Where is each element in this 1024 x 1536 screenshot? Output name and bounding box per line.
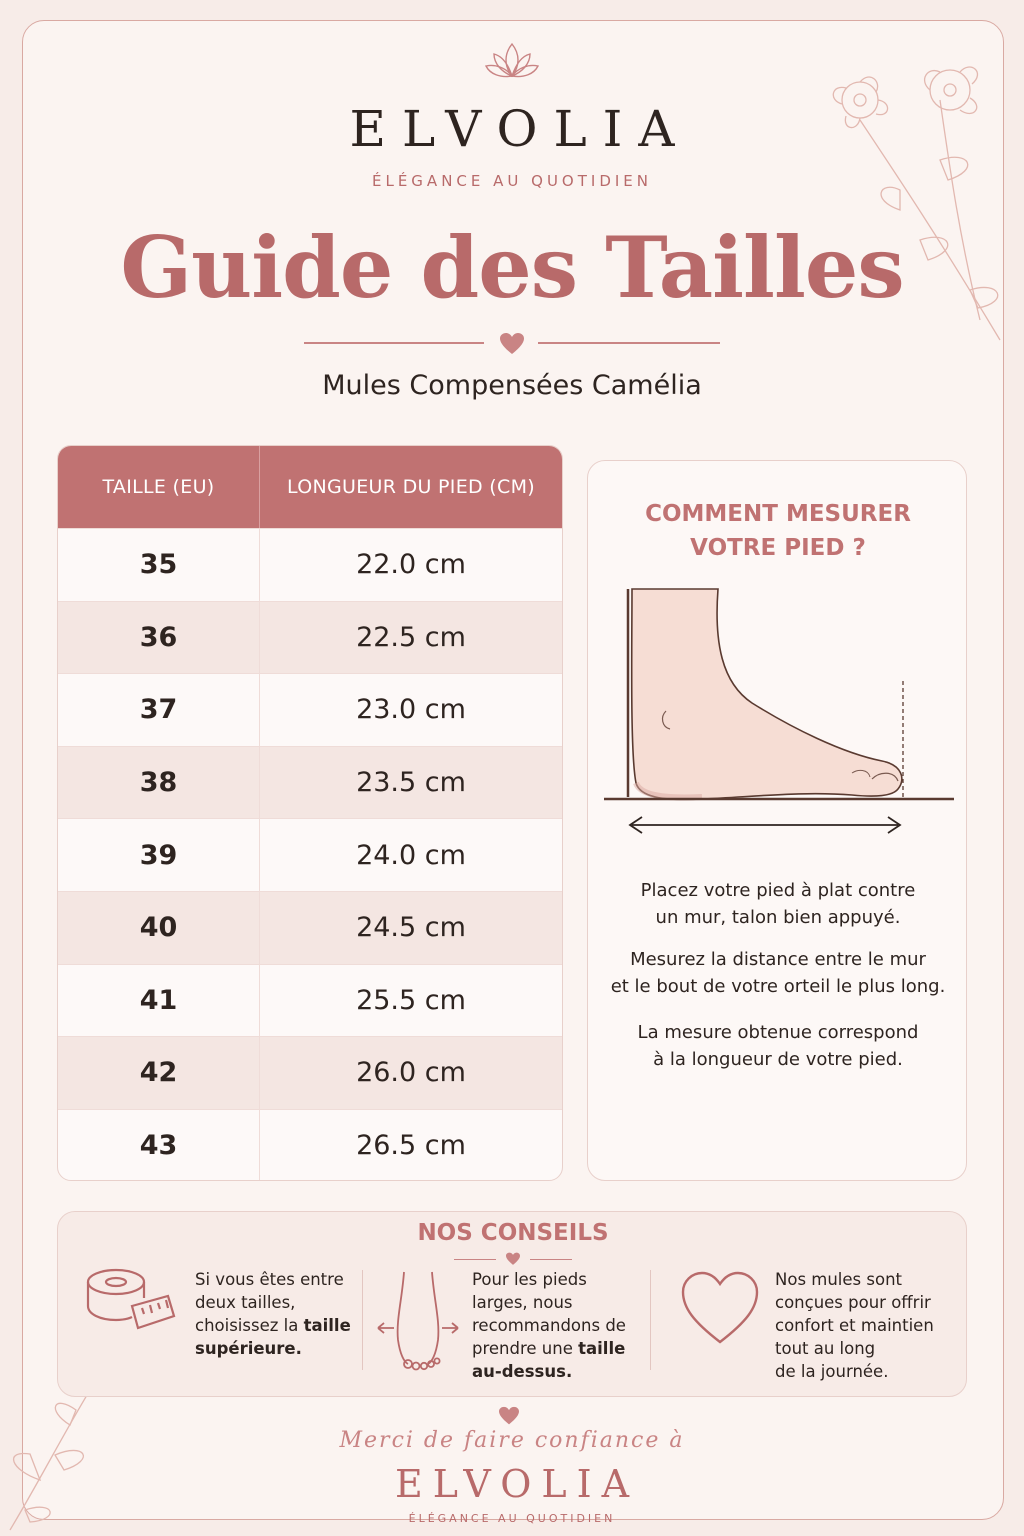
table-row [58,601,562,674]
tip-2-line4-bold: taille [578,1339,626,1358]
measure-step-1-line1: Placez votre pied à plat contre [640,880,916,901]
length-cell: 23.5 cm [356,767,466,799]
brand-tagline: ÉLÉGANCE AU QUOTIDIEN [372,172,652,190]
title-divider [0,330,1024,356]
tip-2-line5-bold: au-dessus. [472,1362,573,1381]
tip-1-line2: deux tailles, [195,1293,296,1312]
length-cell: 23.0 cm [356,694,466,726]
size-cell: 41 [58,965,260,1037]
measure-step-3-line2: à la longueur de votre pied. [653,1049,903,1070]
table-header [58,446,562,528]
size-cell: 42 [58,1037,260,1109]
length-cell: 25.5 cm [356,984,466,1016]
tip-3-line4: tout au long [775,1339,876,1358]
table-row [58,1036,562,1109]
measure-step-1-line2: un mur, talon bien appuyé. [655,907,901,928]
tip-3-line3: confort et maintien [775,1316,934,1335]
lotus-icon [484,38,540,86]
foot-diagram-icon [602,583,956,843]
tip-1 [195,1268,351,1360]
heart-icon [499,332,525,356]
length-cell: 22.0 cm [356,549,466,581]
tips-section [57,1211,967,1397]
tip-1-line4-bold: supérieure. [195,1339,302,1358]
table-row [58,818,562,891]
tip-2-line1: Pour les pieds [472,1270,587,1289]
heart-outline-icon [680,1270,760,1346]
length-cell: 26.0 cm [356,1057,466,1089]
table-row [58,891,562,964]
heart-icon [497,1406,521,1426]
size-cell: 43 [58,1110,260,1181]
tip-2-line4-text: prendre une [472,1339,579,1358]
tape-measure-icon [82,1262,178,1338]
tip-3-line1: Nos mules sont [775,1270,903,1289]
measure-title [588,497,968,565]
tip-3-line2: conçues pour offrir [775,1293,931,1312]
brand-name: ELVOLIA [349,100,691,158]
tips-title: NOS CONSEILS [417,1220,609,1246]
tip-1-line3-bold: taille [303,1316,351,1335]
product-subtitle: Mules Compensées Camélia [322,370,702,401]
footer-thanks: Merci de faire confiance à [339,1428,685,1453]
foot-width-icon [374,1270,462,1372]
tips-separator [650,1270,651,1370]
table-row [58,673,562,746]
header-size: TAILLE (EU) [58,446,260,528]
size-cell: 37 [58,674,260,746]
measure-step-2 [588,946,968,1000]
measure-card [587,460,967,1181]
tip-2-line2: larges, nous [472,1293,573,1312]
tip-1-line3 [195,1314,351,1337]
length-cell: 26.5 cm [356,1130,466,1162]
size-cell: 38 [58,747,260,819]
measure-step-3-line1: La mesure obtenue correspond [637,1022,919,1043]
tips-separator [362,1270,363,1370]
measure-step-2-line2: et le bout de votre orteil le plus long. [610,976,946,997]
measure-title-line1: COMMENT MESURER [645,501,911,527]
footer-brand: ELVOLIA [394,1462,640,1506]
table-row [58,1109,562,1181]
tips-divider [454,1252,572,1266]
measure-step-3 [588,1019,968,1073]
tip-2-line4 [472,1337,626,1360]
measure-title-line2: VOTRE PIED ? [690,535,866,561]
heart-icon [505,1252,521,1266]
measure-step-1 [588,877,968,931]
table-row [58,964,562,1037]
size-cell: 35 [58,529,260,601]
tip-1-line1: Si vous êtes entre [195,1270,344,1289]
size-cell: 39 [58,819,260,891]
table-row [58,528,562,601]
length-cell: 22.5 cm [356,621,466,653]
footer-tagline: ÉLÉGANCE AU QUOTIDIEN [408,1512,616,1525]
tip-2 [472,1268,626,1383]
page-title: Guide des Tailles [120,218,904,317]
size-cell: 40 [58,892,260,964]
length-cell: 24.0 cm [356,839,466,871]
size-cell: 36 [58,602,260,674]
size-table [57,445,563,1181]
header-length: LONGUEUR DU PIED (CM) [287,476,535,498]
length-cell: 24.5 cm [356,912,466,944]
tip-2-line3: recommandons de [472,1316,626,1335]
measure-step-2-line1: Mesurez la distance entre le mur [630,949,926,970]
tip-1-line3-text: choisissez la [195,1316,304,1335]
table-row [58,746,562,819]
tip-3-line5: de la journée. [775,1362,889,1381]
tip-3 [775,1268,934,1383]
